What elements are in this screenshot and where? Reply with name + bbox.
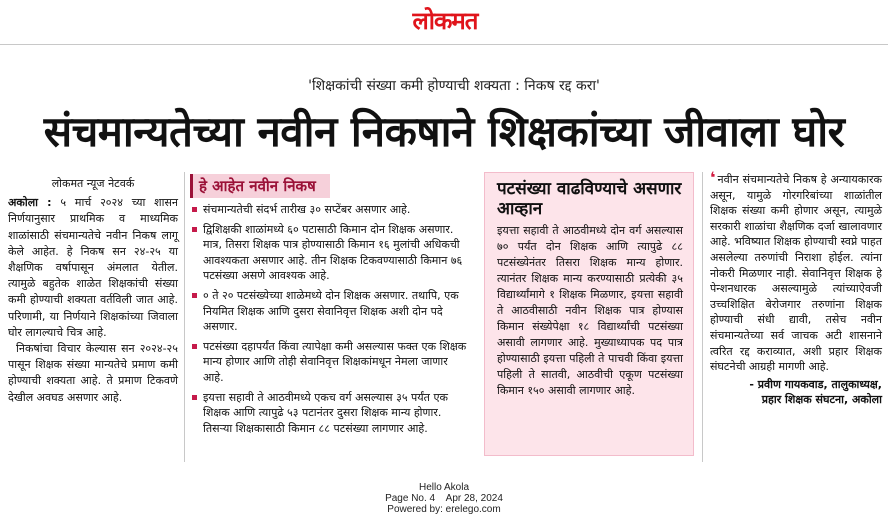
criteria-heading: हे आहेत नवीन निकष: [190, 174, 330, 198]
criteria-item: द्विशिक्षकी शाळांमध्ये ६० पटासाठी किमान दोन शिक्षक असणार. मात्र, तिसरा शिक्षक पात्र होण्यासाठी किमान १६ मुलांची अधिकची आवश्यकता असणार आहे. तीन शिक्षक टिकवण्यासाठी किमान ७६ पटसंख्या असणे आवश्यक आहे.: [190, 222, 470, 284]
masthead-divider: [0, 44, 888, 45]
challenge-body: इयत्ता सहावी ते आठवीमध्ये दोन वर्ग असल्यास ७० पर्यंत दोन शिक्षक आणि त्यापुढे ८८ पटसंख्येनंतर तिसरा शिक्षक मान्य होणार. त्यानंतर शिक्षक मान्य करण्यासाठी प्रत्येकी ३५ विद्यार्थ्यांमागे १ शिक्षक मिळणार, इयत्ता सहावी ते आठवीसाठी नवीन शिक्षक पात्र होण्यास किमान संख्येपेक्षा १८ विद्यार्थ्यांची पटसंख्या असावी लागणार आहे. मुख्याध्यापक पद पात्र होण्यासाठी इयत्ता पहिली ते पाचवी किंवा इयत्ता पहिली ते सातवी, आठवीची एकूण पटसंख्या किमान १५० असावी लागणार आहे.: [497, 224, 683, 397]
quote-signature: [710, 377, 882, 408]
challenge-title: पटसंख्या वाढविण्याचे असणार आव्हान: [497, 179, 682, 219]
signature-line: प्रहार शिक्षक संघटना, अकोला: [761, 393, 882, 407]
paragraph: [8, 195, 178, 341]
quote-text: नवीन संचमान्यतेचे निकष हे अन्यायकारक असून, यामुळे गोरगरिबांच्या शाळांतील शिक्षक संख्या कमी होणार असून, त्यामुळे सरकारी शाळांचा शैक्षणिक दर्जा खालावणार आहे. भविष्यात शिक्षक होण्याची स्वप्ने पाहत असलेल्या तरुणांची निराशा होईल. त्यांना नोकरी मिळणार नाही. सेवानिवृत्त शिक्षक हे पेन्शनधारक असल्यामुळे त्यांच्याऐवजी उच्चशिक्षित बेरोजगार तरुणांना शिक्षक होण्याची संधी द्यावी, तसेच नवीन संचमान्यतेच्या सर्व जाचक अटी शासनाने त्वरित रद्द कराव्यात, अशी प्रहार शिक्षक संघटनेची आग्रही मागणी आहे.: [710, 173, 882, 374]
quote-mark-icon: ❛: [710, 168, 716, 187]
criteria-item: ० ते २० पटसंख्येच्या शाळेमध्ये दोन शिक्षक असणार. तथापि, एक नियमित शिक्षक आणि दुसरा सेवानिवृत्त शिक्षक अशी दोन पदे असणार.: [190, 288, 470, 335]
criteria-item: संचमान्यतेची संदर्भ तारीख ३० सप्टेंबर असणार आहे.: [190, 202, 470, 218]
newspaper-logo[interactable]: लोकमत: [412, 6, 478, 35]
footer-source: Hello Akola: [418, 482, 470, 493]
article-column-1: [8, 176, 178, 406]
signature-line: - प्रवीण गायकवाड, तालुकाध्यक्ष,: [749, 377, 882, 391]
criteria-item: इयत्ता सहावी ते आठवीमध्ये एकच वर्ग असल्यास ३५ पर्यंत एक शिक्षक आणि त्यापुढे ५३ पटानंतर दुसरा शिक्षक मान्य होणार. तिसऱ्या शिक्षकासाठी किमान ८८ पटसंख्या लागणार आहे.: [190, 390, 470, 437]
quote-column: [710, 170, 882, 408]
criteria-box: [190, 174, 470, 436]
article-headline: संचमान्यतेच्या नवीन निकषाने शिक्षकांच्या जीवाला घोर: [43, 107, 845, 156]
byline: लोकमत न्यूज नेटवर्क: [51, 177, 135, 190]
quote-body: [710, 170, 882, 375]
footer-powered-by[interactable]: Powered by: erelego.com: [387, 504, 501, 515]
footer-page-date: Page No. 4 Apr 28, 2024: [385, 493, 503, 504]
masthead: [0, 0, 888, 46]
column-divider: [184, 172, 185, 462]
criteria-item: पटसंख्या दहापर्यंत किंवा त्यापेक्षा कमी असल्यास फक्त एक शिक्षक मान्य होणार आणि तोही सेवानिवृत्त शिक्षकांमधून नेमला जाणार आहे.: [190, 339, 470, 386]
dateline: अकोला :: [8, 196, 52, 210]
page-footer: [0, 482, 888, 515]
paragraph: निकषांचा विचार केल्यास सन २०२४-२५ पासून शिक्षक संख्या मान्यतेचे प्रमाण कमी होण्याची शक्यता आहे. ते प्रमाण टिकवणे देखील अवघड असणार आहे.: [8, 342, 178, 404]
paragraph-text: ५ मार्च २०२४ च्या शासन निर्णयानुसार प्राथमिक व माध्यमिक शाळांसाठी संचमान्यतेचे नवीन निकष लागू केले आहेत. हे निकष सन २४-२५ या शैक्षणिक वर्षापासून अंमलात येतील. त्यामुळे बहुतेक शाळेत शिक्षकांची संख्या कमी होण्याची शक्यता वर्तविली जात आहे. परिणामी, या निर्णयाने शिक्षकांच्या जिवाला घोर लागल्याचे चित्र आहे.: [8, 196, 178, 339]
column-divider: [702, 172, 703, 462]
challenge-box: [484, 172, 694, 456]
article-kicker: 'शिक्षकांची संख्या कमी होण्याची शक्यता : निकष रद्द करा': [308, 78, 600, 94]
